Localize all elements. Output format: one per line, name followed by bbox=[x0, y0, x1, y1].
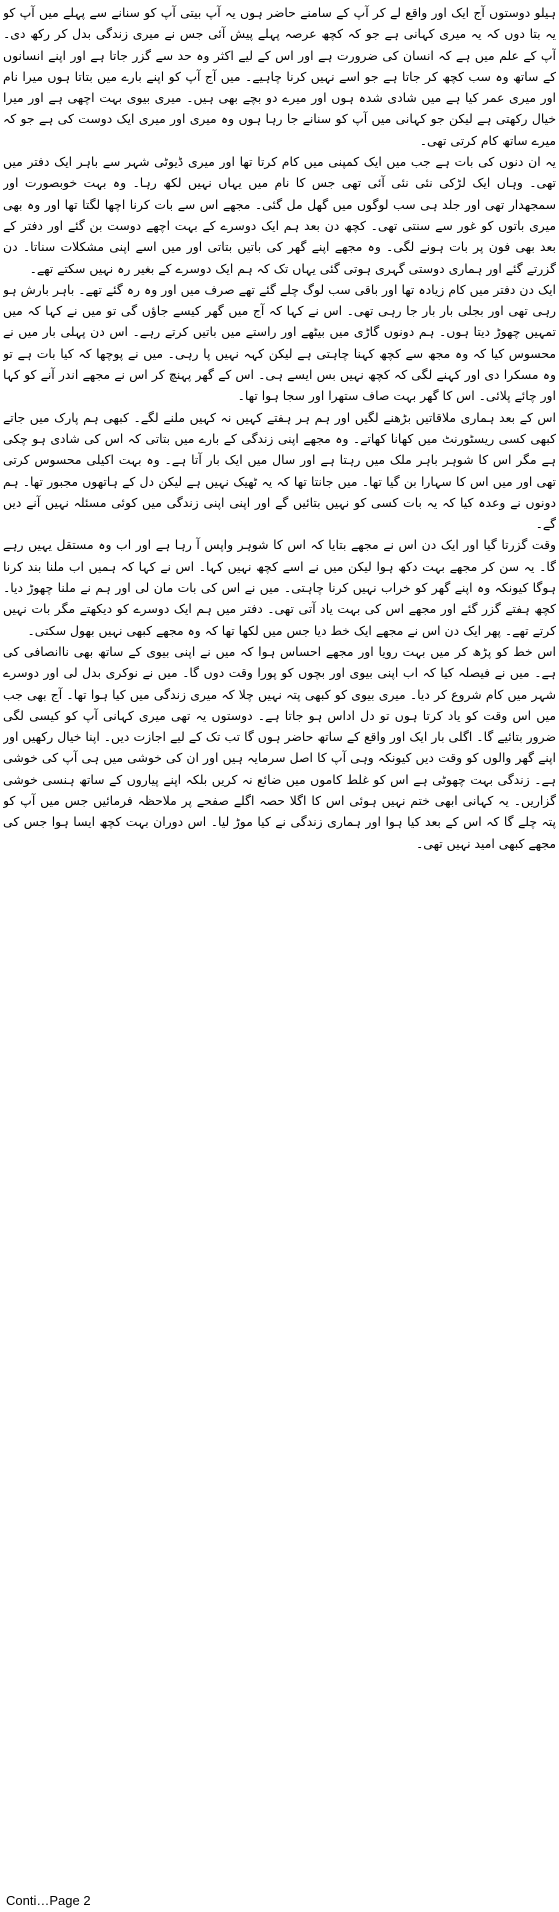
continuation-note: Conti…Page 2 bbox=[6, 1893, 91, 1908]
story-paragraph: اس کے بعد ہماری ملاقاتیں بڑھنے لگیں اور ہم ہر ہفتے کہیں نہ کہیں ملنے لگے۔ کبھی ہم پارک میں جاتے کبھی کسی ریسٹورنٹ میں کھانا کھاتے۔ وہ مجھے اپنی زندگی کے بارے میں بتاتی کہ اس کی شادی ہو چکی ہے مگر اس کا شوہر باہر ملک میں رہتا ہے اور سال میں ایک بار آتا ہے۔ وہ بہت اکیلی محسوس کرتی تھی اور میں اس کا سہارا بن گیا تھا۔ میں جانتا تھا کہ یہ ٹھیک نہیں ہے لیکن دل کے ہاتھوں مجبور تھا۔ ہم دونوں نے وعدہ کیا کہ یہ بات کسی کو نہیں بتائیں گے اور اپنی اپنی زندگی میں کوئی مسئلہ نہیں آنے دیں گے۔ bbox=[3, 409, 556, 532]
story-paragraph: اس خط کو پڑھ کر میں بہت رویا اور مجھے احساس ہوا کہ میں نے اپنی بیوی کے ساتھ بھی ناانصافی کی ہے۔ میں نے فیصلہ کیا کہ اب اپنی بیوی اور بچوں کو پورا وقت دوں گا۔ میں نے نوکری بدل لی اور دوسرے شہر میں کام شروع کر دیا۔ میری بیوی کو کبھی پتہ نہیں چلا کہ میری زندگی میں کیا ہوا تھا۔ آج بھی جب میں اس وقت کو یاد کرتا ہوں تو دل اداس ہو جاتا ہے۔ دوستوں یہ تھی میری کہانی آپ کو کیسی لگی ضرور بتائیے گا۔ اگلی بار ایک اور واقع کے ساتھ حاضر ہوں گا تب تک کے لیے اجازت دیں۔ اپنا خیال رکھیں اور اپنے گھر والوں کو وقت دیں کیونکہ وہی آپ کا اصل سرمایہ ہیں اور ان کی خوشی میں ہی آپ کی خوشی ہے۔ زندگی بہت چھوٹی ہے اس کو غلط کاموں میں ضائع نہ کریں بلکہ اپنے پیاروں کے ساتھ ہنسی خوشی گزاریں۔ یہ کہانی ابھی ختم نہیں ہوئی اس کا اگلا حصہ اگلے صفحے پر ملاحظہ فرمائیں جس میں آپ کو پتہ چلے گا کہ اس کے بعد کیا ہوا اور ہماری زندگی نے کیا موڑ لیا۔ اس دوران بہت کچھ ایسا ہوا جس کی مجھے کبھی امید نہیں تھی۔ bbox=[3, 643, 556, 851]
story-paragraph: ایک دن دفتر میں کام زیادہ تھا اور باقی سب لوگ چلے گئے تھے صرف میں اور وہ رہ گئے تھے۔ باہر بارش ہو رہی تھی اور بجلی بار بار جا رہی تھی۔ اس نے کہا کہ آج میں گھر کیسے جاؤں گی تو میں نے کہا کہ میں تمہیں چھوڑ دیتا ہوں۔ ہم دونوں گاڑی میں بیٹھے اور راستے میں باتیں کرتے رہے۔ اس دن پہلی بار میں نے محسوس کیا کہ وہ مجھ سے کچھ کہنا چاہتی ہے لیکن کہہ نہیں پا رہی۔ میں نے پوچھا کہ کیا بات ہے تو وہ مسکرا دی اور کہنے لگی کہ کچھ نہیں بس ایسے ہی۔ اس کے گھر پہنچ کر اس نے مجھے اندر آنے کو کہا اور چائے پلائی۔ اس کا گھر بہت صاف ستھرا اور سجا ہوا تھا۔ bbox=[3, 281, 556, 404]
story-paragraph: ہیلو دوستوں آج ایک اور واقع لے کر آپ کے سامنے حاضر ہوں یہ آپ بیتی آپ کو سنانے سے پہلے میں آپ کو یہ بتا دوں کہ یہ میری کہانی ہے جو کہ کچھ عرصہ پہلے پیش آئی جس نے میری زندگی بدل کر رکھ دی۔ آپ کے علم میں ہے کہ انسان کی ضرورت ہے اور اس کے لیے اکثر وہ حد سے گزر جاتا ہے اور اپنے انسانوں کے ساتھ وہ سب کچھ کر جاتا ہے جو اسے نہیں کرنا چاہیے۔ میں آج آپ کو اپنے بارے میں بتاتا ہوں میرا نام اور میری عمر کیا ہے میں شادی شدہ ہوں اور میرے دو بچے بھی ہیں۔ میری بیوی بہت اچھی ہے اور میرا خیال رکھتی ہے لیکن جو کہانی میں آپ کو سنانے جا رہا ہوں وہ میری اور میری ایک دوست کی ہے جو کہ میرے ساتھ کام کرتی تھی۔ bbox=[3, 5, 556, 148]
story-text bbox=[3, 2, 556, 1882]
story-paragraph: یہ ان دنوں کی بات ہے جب میں ایک کمپنی میں کام کرتا تھا اور میری ڈیوٹی شہر سے باہر ایک دفتر میں تھی۔ وہاں ایک لڑکی نئی نئی آئی تھی جس کا نام میں یہاں نہیں لکھ رہا۔ وہ بہت خوبصورت اور سمجھدار تھی اور جلد ہی سب لوگوں میں گھل مل گئی۔ مجھے اس سے بات کرنا اچھا لگتا تھا اور وہ بھی میری باتوں کو غور سے سنتی تھی۔ کچھ دن بعد ہم ایک دوسرے کے بہت اچھے دوست بن گئے اور دفتر کے بعد بھی فون پر بات ہونے لگی۔ وہ مجھے اپنے گھر کی باتیں بتاتی اور میں اسے اپنی مشکلات سناتا۔ دن گزرتے گئے اور ہماری دوستی گہری ہوتی گئی یہاں تک کہ ہم ایک دوسرے کے بغیر رہ نہیں سکتے تھے۔ bbox=[3, 154, 556, 276]
story-paragraph: وقت گزرتا گیا اور ایک دن اس نے مجھے بتایا کہ اس کا شوہر واپس آ رہا ہے اور اب وہ مستقل یہیں رہے گا۔ یہ سن کر مجھے بہت دکھ ہوا لیکن میں نے اسے کچھ نہیں کہا۔ اس نے کہا کہ ہمیں اب ملنا بند کرنا ہوگا کیونکہ وہ اپنے گھر کو خراب نہیں کرنا چاہتی۔ میں نے اس کی بات مان لی اور ہم نے ملنا چھوڑ دیا۔ کچھ ہفتے گزر گئے اور مجھے اس کی بہت یاد آتی تھی۔ دفتر میں ہم ایک دوسرے کو دیکھتے مگر بات نہیں کرتے تھے۔ پھر ایک دن اس نے مجھے ایک خط دیا جس میں لکھا تھا کہ وہ مجھے کبھی نہیں بھول سکتی۔ bbox=[3, 537, 556, 638]
